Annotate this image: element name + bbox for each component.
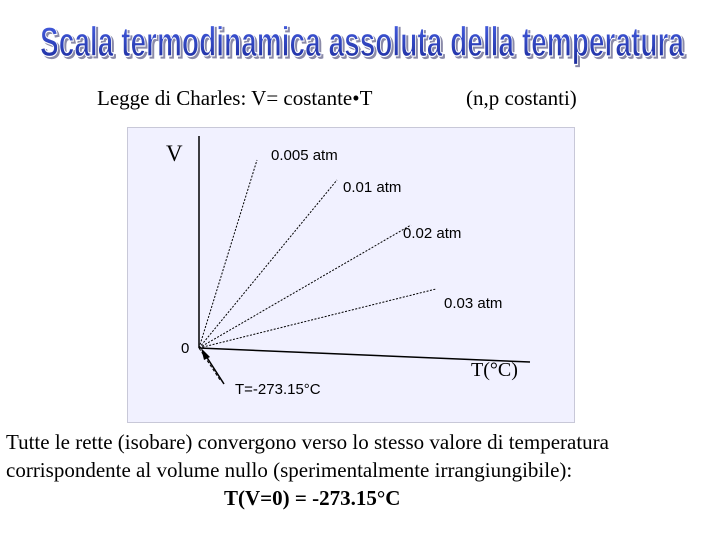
caption-line-1: Tutte le rette (isobare) convergono verso lo stesso valore di temperatura	[6, 430, 609, 454]
caption	[6, 428, 718, 512]
conditions-label: (n,p costanti)	[466, 86, 577, 110]
x-axis-label: T(°C)	[471, 359, 518, 381]
charles-law-label: Legge di Charles: V= costante•T	[97, 86, 373, 110]
absolute-zero-formula: T(V=0) = -273.15°C	[224, 486, 401, 510]
caption-line-2: corrispondente al volume nullo (sperimentalmente irrangiungibile):	[6, 458, 573, 482]
convergence-label: T=-273.15°C	[235, 381, 321, 398]
extrapolation-line	[199, 348, 220, 380]
slide-title-text: Scala termodinamica assoluta della temperatura	[40, 18, 685, 65]
isobar-label-0-005: 0.005 atm	[271, 147, 338, 164]
diagram-svg	[128, 128, 574, 422]
isobar-line-0-03	[199, 289, 436, 348]
origin-label: 0	[181, 340, 190, 357]
charles-law-diagram	[127, 127, 575, 423]
isobar-label-0-01: 0.01 atm	[343, 179, 402, 196]
slide-title	[0, 8, 720, 68]
isobar-line-0-01	[199, 180, 337, 348]
y-axis-label: V	[166, 141, 183, 166]
isobar-label-0-02: 0.02 atm	[403, 225, 462, 242]
convergence-arrow	[206, 356, 224, 384]
isobar-label-0-03: 0.03 atm	[444, 295, 503, 312]
